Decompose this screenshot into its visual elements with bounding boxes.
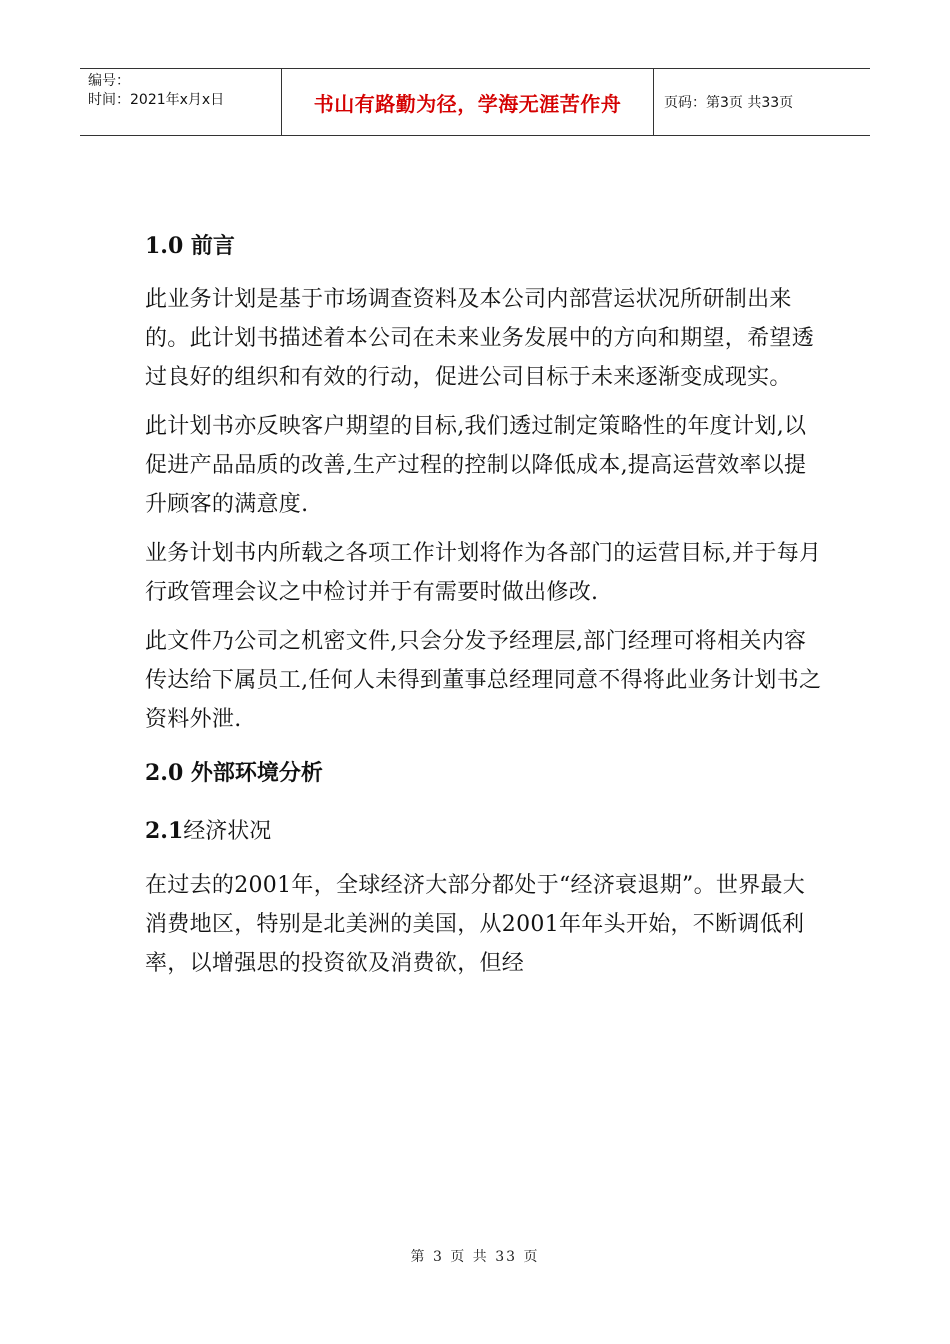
section-heading-external-analysis: 2.0 外部环境分析 — [145, 760, 323, 786]
document-body — [145, 222, 825, 993]
document-header — [80, 68, 870, 136]
paragraph: 在过去的2001年，全球经济大部分都处于“经济衰退期”。世界最大消费地区，特别是北美洲的美国，从2001年年头开始，不断调低利率，以增强思的投资欲及消费欲，但经 — [145, 873, 806, 976]
header-motto: 书山有路勤为径，学海无涯苦作舟 — [282, 69, 654, 135]
paragraph: 业务计划书内所载之各项工作计划将作为各部门的运营目标,并于每月行政管理会议之中检讨并于有需要时做出修改. — [145, 541, 822, 605]
subsection-title: 经济状况 — [183, 819, 272, 844]
subsection-number: 2.1 — [145, 818, 184, 844]
paragraph: 此计划书亦反映客户期望的目标,我们透过制定策略性的年度计划,以促进产品品质的改善,生产过程的控制以降低成本,提高运营效率以提升顾客的满意度. — [145, 414, 807, 517]
header-page-info: 页码：第3页 共33页 — [664, 95, 794, 111]
paragraph: 此业务计划是基于市场调查资料及本公司内部营运状况所研制出来的。此计划书描述着本公司在未来业务发展中的方向和期望，希望透过良好的组织和有效的行动，促进公司目标于未来逐渐变成现实。 — [145, 287, 815, 390]
serial-number-label: 编号： — [88, 73, 130, 89]
header-meta — [80, 69, 282, 135]
page-footer: 第 3 页 共 33 页 — [410, 1249, 540, 1265]
date-label: 时间：2021年x月x日 — [88, 92, 225, 108]
paragraph: 此文件乃公司之机密文件,只会分发予经理层,部门经理可将相关内容传达给下属员工,任何人未得到董事总经理同意不得将此业务计划书之资料外泄. — [145, 629, 822, 732]
section-heading-preface: 1.0 前言 — [145, 233, 235, 259]
subsection-heading-economy — [145, 807, 825, 856]
